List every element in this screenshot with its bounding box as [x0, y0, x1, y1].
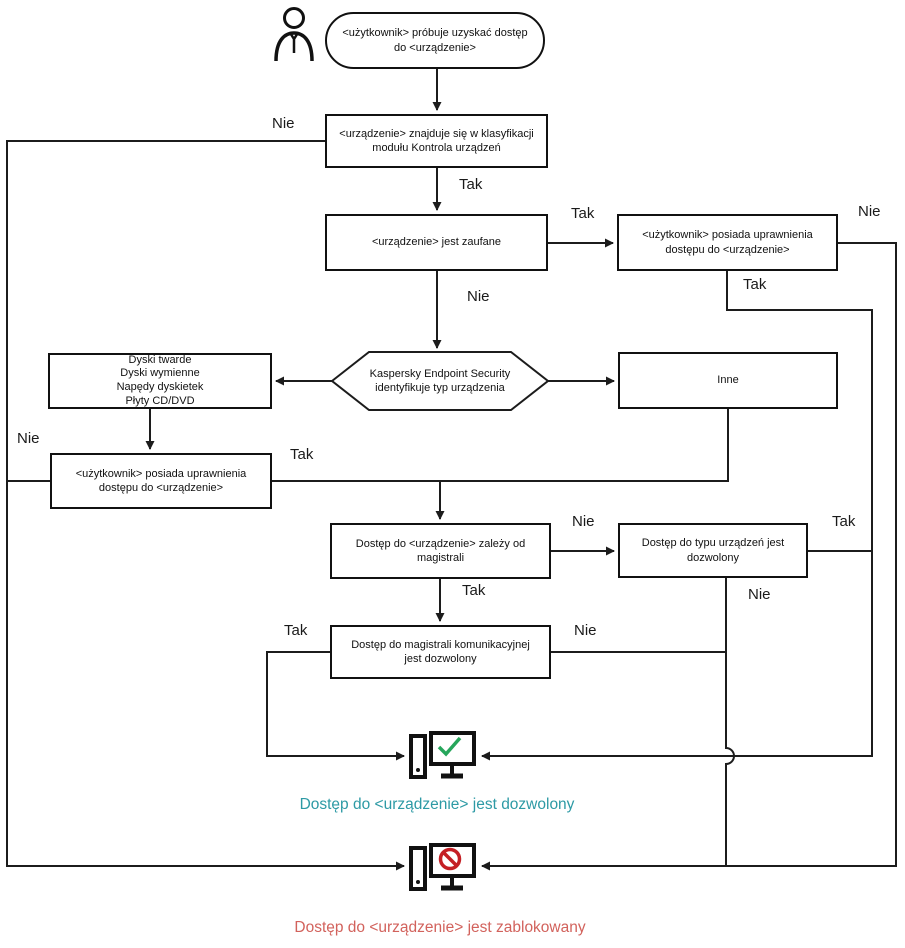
type-allowed-node	[618, 523, 808, 578]
computer-access-blocked-icon	[408, 843, 478, 895]
edge-label-nie: Nie	[272, 115, 295, 132]
bus-allowed-node	[330, 625, 551, 679]
edge-label-tak: Tak	[462, 582, 486, 599]
rights-left-node-label: <użytkownik> posiada uprawnienia dostępu do <urządzenie>	[75, 467, 247, 494]
computer-access-allowed-icon	[408, 731, 478, 783]
edge-label-tak: Tak	[743, 276, 767, 293]
bus-dependent-node	[330, 523, 551, 579]
identify-node	[345, 352, 535, 410]
edge-label-nie: Nie	[17, 430, 40, 447]
classification-node-label: <urządzenie> znajduje się w klasyfikacji modułu Kontrola urządzeń	[339, 127, 534, 154]
edge-label-nie: Nie	[572, 513, 595, 530]
device-type-line: Dyski wymienne	[120, 367, 200, 380]
trusted-node-label: <urządzenie> jest zaufane	[371, 236, 502, 249]
user-icon	[272, 6, 316, 64]
rights-top-node-label: <użytkownik> posiada uprawnienia dostępu do <urządzenie>	[642, 229, 813, 256]
edge-label-nie: Nie	[467, 288, 490, 305]
classification-node	[325, 114, 548, 168]
edge-label-nie: Nie	[574, 622, 597, 639]
device-types-node	[48, 353, 272, 409]
start-node-label: <użytkownik> próbuje uzyskać dostęp do <urządzenie>	[342, 27, 528, 54]
device-type-line: Napędy dyskietek	[116, 381, 204, 393]
edge-typeallowed-nie	[726, 577, 734, 866]
other-node	[618, 352, 838, 409]
trusted-node	[325, 214, 548, 271]
blocked-caption: Dostęp do <urządzenie> jest zablokowany	[294, 919, 586, 936]
edge-label-tak: Tak	[571, 205, 595, 222]
edge-label-tak: Tak	[284, 622, 308, 639]
other-node-label: Inne	[717, 374, 739, 387]
type-allowed-node-label: Dostęp do typu urządzeń jest dozwolony	[641, 537, 785, 564]
edge-label-nie: Nie	[858, 203, 881, 220]
bus-allowed-node-label: Dostęp do magistrali komunikacyjnej jest dozwolony	[351, 638, 530, 665]
edge-label-tak: Tak	[459, 176, 483, 193]
bus-dependent-node-label: Dostęp do <urządzenie> zależy od magistrali	[355, 537, 526, 564]
edge-rightstop-tak-to-allowed	[482, 271, 872, 756]
edge-label-tak: Tak	[832, 513, 856, 530]
rights-left-node	[50, 453, 272, 509]
device-type-line: Dyski twarde	[128, 353, 192, 366]
edge-other-down	[440, 409, 728, 481]
edge-label-tak: Tak	[290, 446, 314, 463]
identify-node-label: Kaspersky Endpoint Security identyfikuje typ urządzenia	[369, 367, 511, 394]
edge-label-nie: Nie	[748, 586, 771, 603]
rights-top-node	[617, 214, 838, 271]
start-node	[325, 12, 545, 69]
allowed-caption: Dostęp do <urządzenie> jest dozwolony	[299, 796, 575, 813]
device-type-line: Płyty CD/DVD	[125, 394, 195, 407]
